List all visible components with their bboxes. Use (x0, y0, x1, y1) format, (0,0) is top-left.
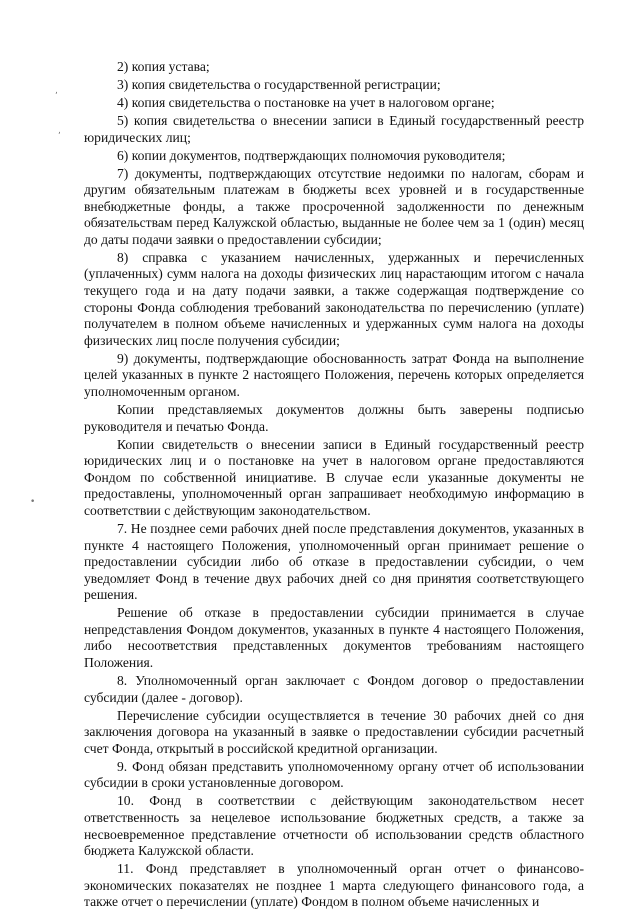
paragraph-subsidy-transfer: Перечисление субсидии осуществляется в течение 30 рабочих дней со дня заключения договора на указанный в заявке о предоставлении субсидии расчетный счет Фонда, открытый в российской кредитной организации. (84, 707, 584, 756)
section-8-contract: 8. Уполномоченный орган заключает с Фондом договор о предоставлении субсидии (далее - договор). (84, 673, 584, 705)
list-item-cost-justification-documents: 9) документы, подтверждающие обоснованность затрат Фонда на выполнение целей указанных в пункте 2 настоящего Положения, перечень которых определяется уполномоченным органом. (84, 350, 584, 400)
paragraph-own-initiative-copies: Копии свидетельств о внесении записи в Единый государственный реестр юридических лиц и о постановке на учет в налоговом органе предоставляются Фондом по собственной инициативе. В случае если указанные документы не предоставлены, уполномоченный орган запрашивает необходимую информацию в соответствии с действующим законодательством. (84, 436, 584, 518)
section-10-responsibility: 10. Фонд в соответствии с действующим законодательством несет ответственность за нецелевое использование бюджетных средств, а также за несвоевременное представление отчетности об использовании средств областного бюджета Калужской области. (84, 793, 584, 859)
scan-artifact-mark: , (55, 86, 58, 96)
list-item-authority-documents: 6) копии документов, подтверждающих полномочия руководителя; (117, 147, 506, 163)
section-7-decision-deadline: 7. Не позднее семи рабочих дней после представления документов, указанных в пункте 4 настоящего Положения, уполномоченный орган принимает решение о предоставлении субсидии либо об отказе в предоставлении субсидии, о чем уведомляет Фонд в течение двух рабочих дней со дня принятия соответствующего решения. (84, 520, 584, 603)
section-11-financial-report: 11. Фонд представляет в уполномоченный орган отчет о финансово-экономических показателях не позднее 1 марта следующего финансового года, а также отчет о перечислении (уплате) Фондом в полном объеме начисленных и (84, 861, 584, 910)
list-item-tax-registration-certificate: 4) копия свидетельства о постановке на учет в налоговом органе; (117, 94, 495, 110)
scan-artifact-mark: , (58, 126, 61, 136)
section-9-usage-report: 9. Фонд обязан представить уполномоченному органу отчет об использовании субсидии в сроки установленные договором. (84, 758, 584, 791)
document-page (84, 59, 584, 912)
paragraph-refusal-grounds: Решение об отказе в предоставлении субсидии принимается в случае непредставления Фондом документов, указанных в пункте 4 настоящего Положения, либо несоответствия представленных документов требованиям настоящего Положения. (84, 605, 584, 671)
list-item-charter-copy: 2) копия устава; (117, 59, 210, 74)
list-item-registration-certificate: 3) копия свидетельства о государственной регистрации; (117, 76, 441, 92)
paragraph-certification-requirement: Копии представляемых документов должны быть заверены подписью руководителя и печатью Фонда. (84, 402, 584, 434)
scan-artifact-mark: • (30, 497, 36, 507)
list-item-legal-entity-register-certificate: 5) копия свидетельства о внесении записи в Единый государственный реестр юридических лиц; (84, 112, 584, 145)
list-item-income-tax-certificate: 8) справка с указанием начисленных, удержанных и перечисленных (уплаченных) сумм налога на доходы физических лиц нарастающим итогом с начала текущего года и на дату подачи заявки, а также содержащая подтверждение со стороны Фонда соблюдения требований законодательства по перечислению (уплате) получателем в полном объеме начисленных и удержанных сумм налога на доходы физических лиц после получения субсидии; (84, 249, 584, 348)
list-item-no-arrears-documents: 7) документы, подтверждающих отсутствие недоимки по налогам, сборам и другим обязательным платежам в бюджеты всех уровней и в государственные внебюджетные фонды, а также просроченной задолженности по денежным обязательствам перед Калужской областью, выданные не более чем за 1 (один) месяц до даты подачи заявки о предоставлении субсидии; (84, 165, 584, 247)
